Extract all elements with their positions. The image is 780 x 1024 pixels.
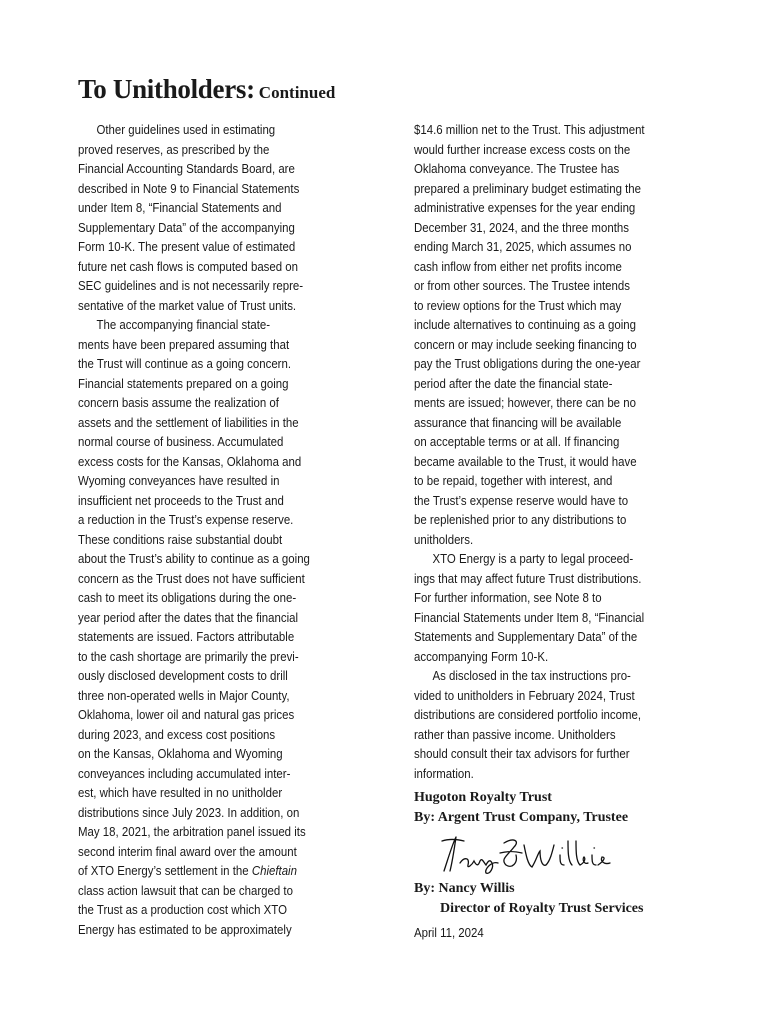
- text-line: [78, 315, 342, 335]
- trust-name: Hugoton Royalty Trust: [414, 790, 552, 805]
- text-line: [414, 198, 678, 218]
- line-text: December 31, 2024, and the three months: [414, 219, 629, 235]
- line-text: vided to unitholders in February 2024, Trust: [414, 687, 635, 703]
- text-line: [78, 354, 342, 374]
- line-text: concern as the Trust does not have sufficient: [78, 570, 305, 586]
- line-text: during 2023, and excess cost positions: [78, 726, 276, 742]
- signature-block: [414, 788, 643, 943]
- line-text: should consult their tax advisors for further: [414, 746, 630, 761]
- line-text: accompanying Form 10-K.: [414, 648, 549, 664]
- line-text: SEC guidelines and is not necessarily repre-: [78, 278, 304, 293]
- text-line: [414, 627, 678, 647]
- line-text: $14.6 million net to the Trust. This adjustment: [414, 122, 645, 137]
- line-text: to the cash shortage are primarily the previ-: [78, 648, 299, 664]
- text-line: [78, 588, 342, 608]
- left-column: [78, 120, 378, 939]
- text-line: [78, 413, 342, 433]
- handwritten-signature: [434, 833, 624, 877]
- line-text: concern or may include seeking financing to: [414, 336, 637, 352]
- line-text: ously disclosed development costs to drill: [78, 668, 288, 683]
- line-text: a reduction in the Trust’s expense reserve.: [78, 512, 294, 527]
- line-text: under Item 8, “Financial Statements and: [78, 200, 282, 215]
- text-line: [78, 783, 342, 803]
- text-line: [78, 335, 342, 355]
- text-line: [78, 764, 342, 784]
- text-line: [78, 140, 342, 160]
- line-text: future net cash flows is computed based on: [78, 258, 299, 274]
- text-line: [414, 257, 678, 277]
- text-line: [78, 393, 342, 413]
- line-text: year period after the dates that the financial: [78, 609, 299, 625]
- signer-title: Director of Royalty Trust Services: [440, 900, 644, 916]
- line-text: ings that may affect future Trust distributions.: [414, 570, 642, 586]
- line-text: proved reserves, as prescribed by the: [78, 141, 270, 157]
- text-line: [414, 120, 678, 140]
- text-line: [78, 861, 342, 881]
- text-line: [414, 218, 678, 238]
- line-text: on acceptable terms or at all. If financing: [414, 434, 620, 449]
- line-text: administrative expenses for the year ending: [414, 200, 636, 215]
- line-text: Wyoming conveyances have resulted in: [78, 473, 280, 488]
- text-line: [78, 179, 342, 199]
- line-text: of XTO Energy’s settlement in the: [78, 863, 252, 878]
- line-text: Statements and Supplementary Data” of the: [414, 629, 638, 644]
- line-text: to be repaid, together with interest, and: [414, 473, 613, 488]
- text-line: [78, 218, 342, 238]
- text-line: [414, 588, 678, 608]
- line-text: assurance that financing will be available: [414, 414, 622, 430]
- line-text: class action lawsuit that can be charged to: [78, 882, 293, 898]
- line-text: became available to the Trust, it would have: [414, 453, 637, 469]
- line-text: est, which have resulted in no unitholder: [78, 785, 283, 800]
- text-line: [78, 159, 342, 179]
- line-text: second interim final award over the amount: [78, 843, 297, 859]
- text-line: [414, 608, 678, 628]
- text-line: [78, 822, 342, 842]
- line-text: insufficient net proceeds to the Trust and: [78, 492, 284, 508]
- letter-date: April 11, 2024: [414, 925, 484, 940]
- text-line: [78, 198, 342, 218]
- line-text: May 18, 2021, the arbitration panel issued its: [78, 824, 306, 839]
- line-text: information.: [414, 765, 474, 781]
- line-text: The accompanying financial state-: [96, 317, 271, 332]
- text-line: [78, 608, 342, 628]
- text-line: [414, 393, 678, 413]
- text-line: [78, 803, 342, 823]
- line-text: XTO Energy is a party to legal proceed-: [432, 551, 634, 566]
- line-text: As disclosed in the tax instructions pro-: [432, 668, 631, 683]
- line-text: conveyances including accumulated inter-: [78, 765, 291, 781]
- text-line: [78, 725, 342, 745]
- text-line: [414, 179, 678, 199]
- line-text: assets and the settlement of liabilities in the: [78, 414, 299, 430]
- line-text: to review options for the Trust which may: [414, 297, 622, 313]
- text-line: [414, 413, 678, 433]
- text-line: [414, 315, 678, 335]
- right-column: [414, 120, 714, 783]
- text-line: [414, 237, 678, 257]
- text-line: [414, 686, 678, 706]
- line-text: the Trust’s expense reserve would have to: [414, 492, 629, 508]
- text-line: [78, 432, 342, 452]
- text-line: [414, 530, 678, 550]
- text-line: [414, 276, 678, 296]
- line-text: unitholders.: [414, 531, 474, 547]
- text-line: [78, 666, 342, 686]
- line-text: normal course of business. Accumulated: [78, 434, 284, 449]
- text-line: [78, 120, 342, 140]
- text-line: [78, 237, 342, 257]
- text-line: [78, 257, 342, 277]
- text-line: [78, 842, 342, 862]
- line-text: These conditions raise substantial doubt: [78, 531, 283, 547]
- line-text: rather than passive income. Unitholders: [414, 726, 616, 742]
- line-text: For further information, see Note 8 to: [414, 590, 602, 605]
- text-line: [78, 471, 342, 491]
- line-text: statements are issued. Factors attributable: [78, 629, 295, 644]
- text-line: [414, 764, 678, 784]
- line-text: ments are issued; however, there can be no: [414, 395, 636, 410]
- text-line: [78, 705, 342, 725]
- line-text: Financial statements prepared on a going: [78, 375, 289, 391]
- line-text: the Trust as a production cost which XTO: [78, 902, 287, 917]
- text-line: [78, 744, 342, 764]
- text-line: [414, 744, 678, 764]
- text-line: [78, 647, 342, 667]
- text-line: [78, 627, 342, 647]
- line-text: described in Note 9 to Financial Statements: [78, 180, 300, 196]
- title-continued: Continued: [258, 83, 336, 102]
- line-text: prepared a preliminary budget estimating the: [414, 180, 642, 196]
- text-line: [414, 647, 678, 667]
- line-text: Form 10-K. The present value of estimated: [78, 239, 296, 254]
- text-line: [78, 276, 342, 296]
- line-text: distributions are considered portfolio income,: [414, 707, 642, 722]
- line-text: Other guidelines used in estimating: [96, 122, 276, 137]
- line-text: three non-operated wells in Major County,: [78, 687, 290, 703]
- italic-text: Chieftain: [251, 863, 297, 878]
- line-text: sentative of the market value of Trust units.: [78, 297, 297, 313]
- text-line: [414, 374, 678, 394]
- text-line: [414, 354, 678, 374]
- text-line: [78, 549, 342, 569]
- text-line: [78, 881, 342, 901]
- text-line: [414, 549, 678, 569]
- line-text: the Trust will continue as a going concern.: [78, 356, 292, 371]
- line-text: would further increase excess costs on the: [414, 141, 631, 157]
- text-line: [414, 569, 678, 589]
- text-line: [78, 900, 342, 920]
- text-line: [78, 920, 342, 940]
- line-text: excess costs for the Kansas, Oklahoma and: [78, 453, 302, 469]
- title-main: To Unitholders:: [78, 74, 255, 104]
- line-text: on the Kansas, Oklahoma and Wyoming: [78, 746, 283, 761]
- text-line: [78, 686, 342, 706]
- text-line: [78, 296, 342, 316]
- line-text: cash to meet its obligations during the one-: [78, 590, 297, 605]
- line-text: be replenished prior to any distributions to: [414, 512, 627, 527]
- line-text: Oklahoma conveyance. The Trustee has: [414, 161, 620, 176]
- text-line: [78, 491, 342, 511]
- text-line: [414, 452, 678, 472]
- text-line: [414, 432, 678, 452]
- line-text: concern basis assume the realization of: [78, 395, 279, 410]
- text-line: [78, 510, 342, 530]
- text-line: [414, 296, 678, 316]
- text-line: [414, 140, 678, 160]
- line-text: pay the Trust obligations during the one-year: [414, 356, 641, 371]
- line-text: Supplementary Data” of the accompanying: [78, 219, 295, 235]
- text-line: [78, 374, 342, 394]
- text-line: [414, 471, 678, 491]
- text-line: [414, 159, 678, 179]
- page-title: [78, 74, 335, 105]
- text-line: [78, 452, 342, 472]
- line-text: ments have been prepared assuming that: [78, 336, 290, 352]
- signer-name: By: Nancy Willis: [414, 881, 515, 896]
- text-line: [78, 569, 342, 589]
- line-text: or from other sources. The Trustee intends: [414, 278, 630, 293]
- text-line: [414, 491, 678, 511]
- line-text: period after the date the financial state-: [414, 375, 613, 391]
- text-line: [414, 666, 678, 686]
- line-text: Energy has estimated to be approximately: [78, 921, 292, 937]
- text-line: [414, 705, 678, 725]
- line-text: Oklahoma, lower oil and natural gas prices: [78, 707, 295, 722]
- line-text: distributions since July 2023. In addition, on: [78, 804, 300, 820]
- text-line: [78, 530, 342, 550]
- trustee-line: By: Argent Trust Company, Trustee: [414, 809, 629, 825]
- text-line: [414, 335, 678, 355]
- line-text: cash inflow from either net profits income: [414, 258, 622, 274]
- line-text: Financial Accounting Standards Board, are: [78, 161, 295, 176]
- text-line: [414, 725, 678, 745]
- text-line: [414, 510, 678, 530]
- line-text: include alternatives to continuing as a going: [414, 317, 636, 332]
- line-text: Financial Statements under Item 8, “Financial: [414, 609, 645, 625]
- line-text: ending March 31, 2025, which assumes no: [414, 239, 632, 254]
- line-text: about the Trust’s ability to continue as a going: [78, 551, 310, 566]
